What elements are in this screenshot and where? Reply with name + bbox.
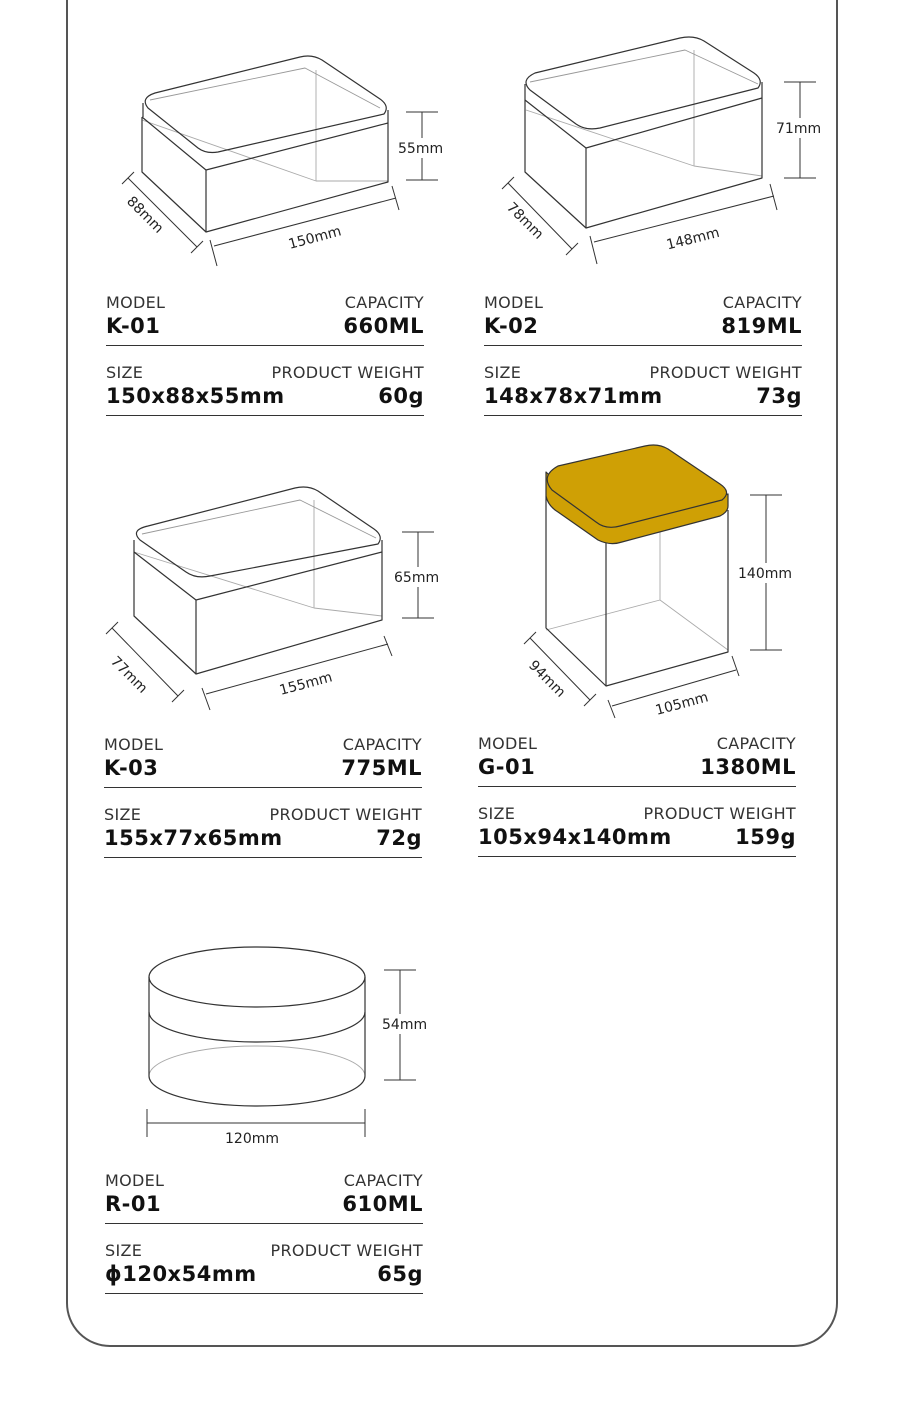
model-value: R-01 bbox=[105, 1192, 162, 1216]
capacity-value: 610ML bbox=[342, 1192, 423, 1216]
model-value: K-02 bbox=[484, 314, 539, 338]
k03-box-illustration bbox=[106, 487, 434, 710]
r01-height-label: 54mm bbox=[382, 1017, 428, 1033]
capacity-value: 660ML bbox=[343, 314, 424, 338]
model-label: MODEL bbox=[105, 1171, 165, 1190]
model-value: G-01 bbox=[478, 755, 536, 779]
size-label: SIZE bbox=[105, 1241, 143, 1260]
capacity-value: 819ML bbox=[721, 314, 802, 338]
model-capacity-row bbox=[484, 293, 802, 346]
k02-spec-card bbox=[484, 293, 802, 433]
model-capacity-row bbox=[105, 1171, 423, 1224]
size-label: SIZE bbox=[104, 805, 142, 824]
model-capacity-row bbox=[478, 734, 796, 787]
weight-value: 159g bbox=[735, 825, 796, 849]
weight-value: 73g bbox=[756, 384, 802, 408]
k01-box-illustration bbox=[122, 56, 438, 266]
weight-label: PRODUCT WEIGHT bbox=[271, 363, 424, 382]
model-label: MODEL bbox=[484, 293, 544, 312]
g01-width-label: 94mm bbox=[525, 657, 569, 701]
weight-value: 72g bbox=[376, 826, 422, 850]
model-value: K-03 bbox=[104, 756, 159, 780]
k03-length-label: 155mm bbox=[277, 669, 335, 699]
g01-spec-card bbox=[478, 734, 796, 874]
size-value: 150x88x55mm bbox=[106, 384, 285, 408]
k02-box-illustration bbox=[502, 37, 816, 264]
size-weight-row bbox=[484, 363, 802, 416]
k03-width-label: 77mm bbox=[107, 653, 151, 697]
capacity-value: 775ML bbox=[341, 756, 422, 780]
capacity-label: CAPACITY bbox=[342, 735, 422, 754]
capacity-label: CAPACITY bbox=[722, 293, 802, 312]
k02-length-label: 148mm bbox=[664, 224, 722, 254]
model-label: MODEL bbox=[478, 734, 538, 753]
weight-value: 65g bbox=[377, 1262, 423, 1286]
weight-label: PRODUCT WEIGHT bbox=[269, 805, 422, 824]
k01-height-label: 55mm bbox=[398, 141, 444, 157]
size-value: 148x78x71mm bbox=[484, 384, 663, 408]
k03-spec-card bbox=[104, 735, 422, 875]
weight-label: PRODUCT WEIGHT bbox=[649, 363, 802, 382]
size-weight-row bbox=[105, 1241, 423, 1294]
k03-height-label: 65mm bbox=[394, 570, 440, 586]
r01-spec-card bbox=[105, 1171, 423, 1311]
size-label: SIZE bbox=[484, 363, 522, 382]
k01-length-label: 150mm bbox=[286, 223, 344, 253]
g01-height-label: 140mm bbox=[738, 566, 792, 582]
size-label: SIZE bbox=[478, 804, 516, 823]
model-capacity-row bbox=[106, 293, 424, 346]
size-weight-row bbox=[478, 804, 796, 857]
capacity-value: 1380ML bbox=[700, 755, 796, 779]
model-label: MODEL bbox=[106, 293, 166, 312]
k01-width-label: 88mm bbox=[123, 193, 167, 237]
g01-length-label: 105mm bbox=[653, 689, 711, 719]
size-weight-row bbox=[106, 363, 424, 416]
model-capacity-row bbox=[104, 735, 422, 788]
size-label: SIZE bbox=[106, 363, 144, 382]
k01-spec-card bbox=[106, 293, 424, 433]
weight-label: PRODUCT WEIGHT bbox=[270, 1241, 423, 1260]
r01-round-tin-illustration bbox=[147, 947, 416, 1137]
r01-diameter-label: 120mm bbox=[225, 1131, 279, 1147]
size-value: ϕ120x54mm bbox=[105, 1262, 257, 1286]
k02-width-label: 78mm bbox=[503, 199, 547, 243]
capacity-label: CAPACITY bbox=[716, 734, 796, 753]
model-label: MODEL bbox=[104, 735, 164, 754]
capacity-label: CAPACITY bbox=[343, 1171, 423, 1190]
size-weight-row bbox=[104, 805, 422, 858]
model-value: K-01 bbox=[106, 314, 161, 338]
weight-label: PRODUCT WEIGHT bbox=[643, 804, 796, 823]
size-value: 155x77x65mm bbox=[104, 826, 283, 850]
size-value: 105x94x140mm bbox=[478, 825, 672, 849]
weight-value: 60g bbox=[378, 384, 424, 408]
k02-height-label: 71mm bbox=[776, 121, 822, 137]
capacity-label: CAPACITY bbox=[344, 293, 424, 312]
